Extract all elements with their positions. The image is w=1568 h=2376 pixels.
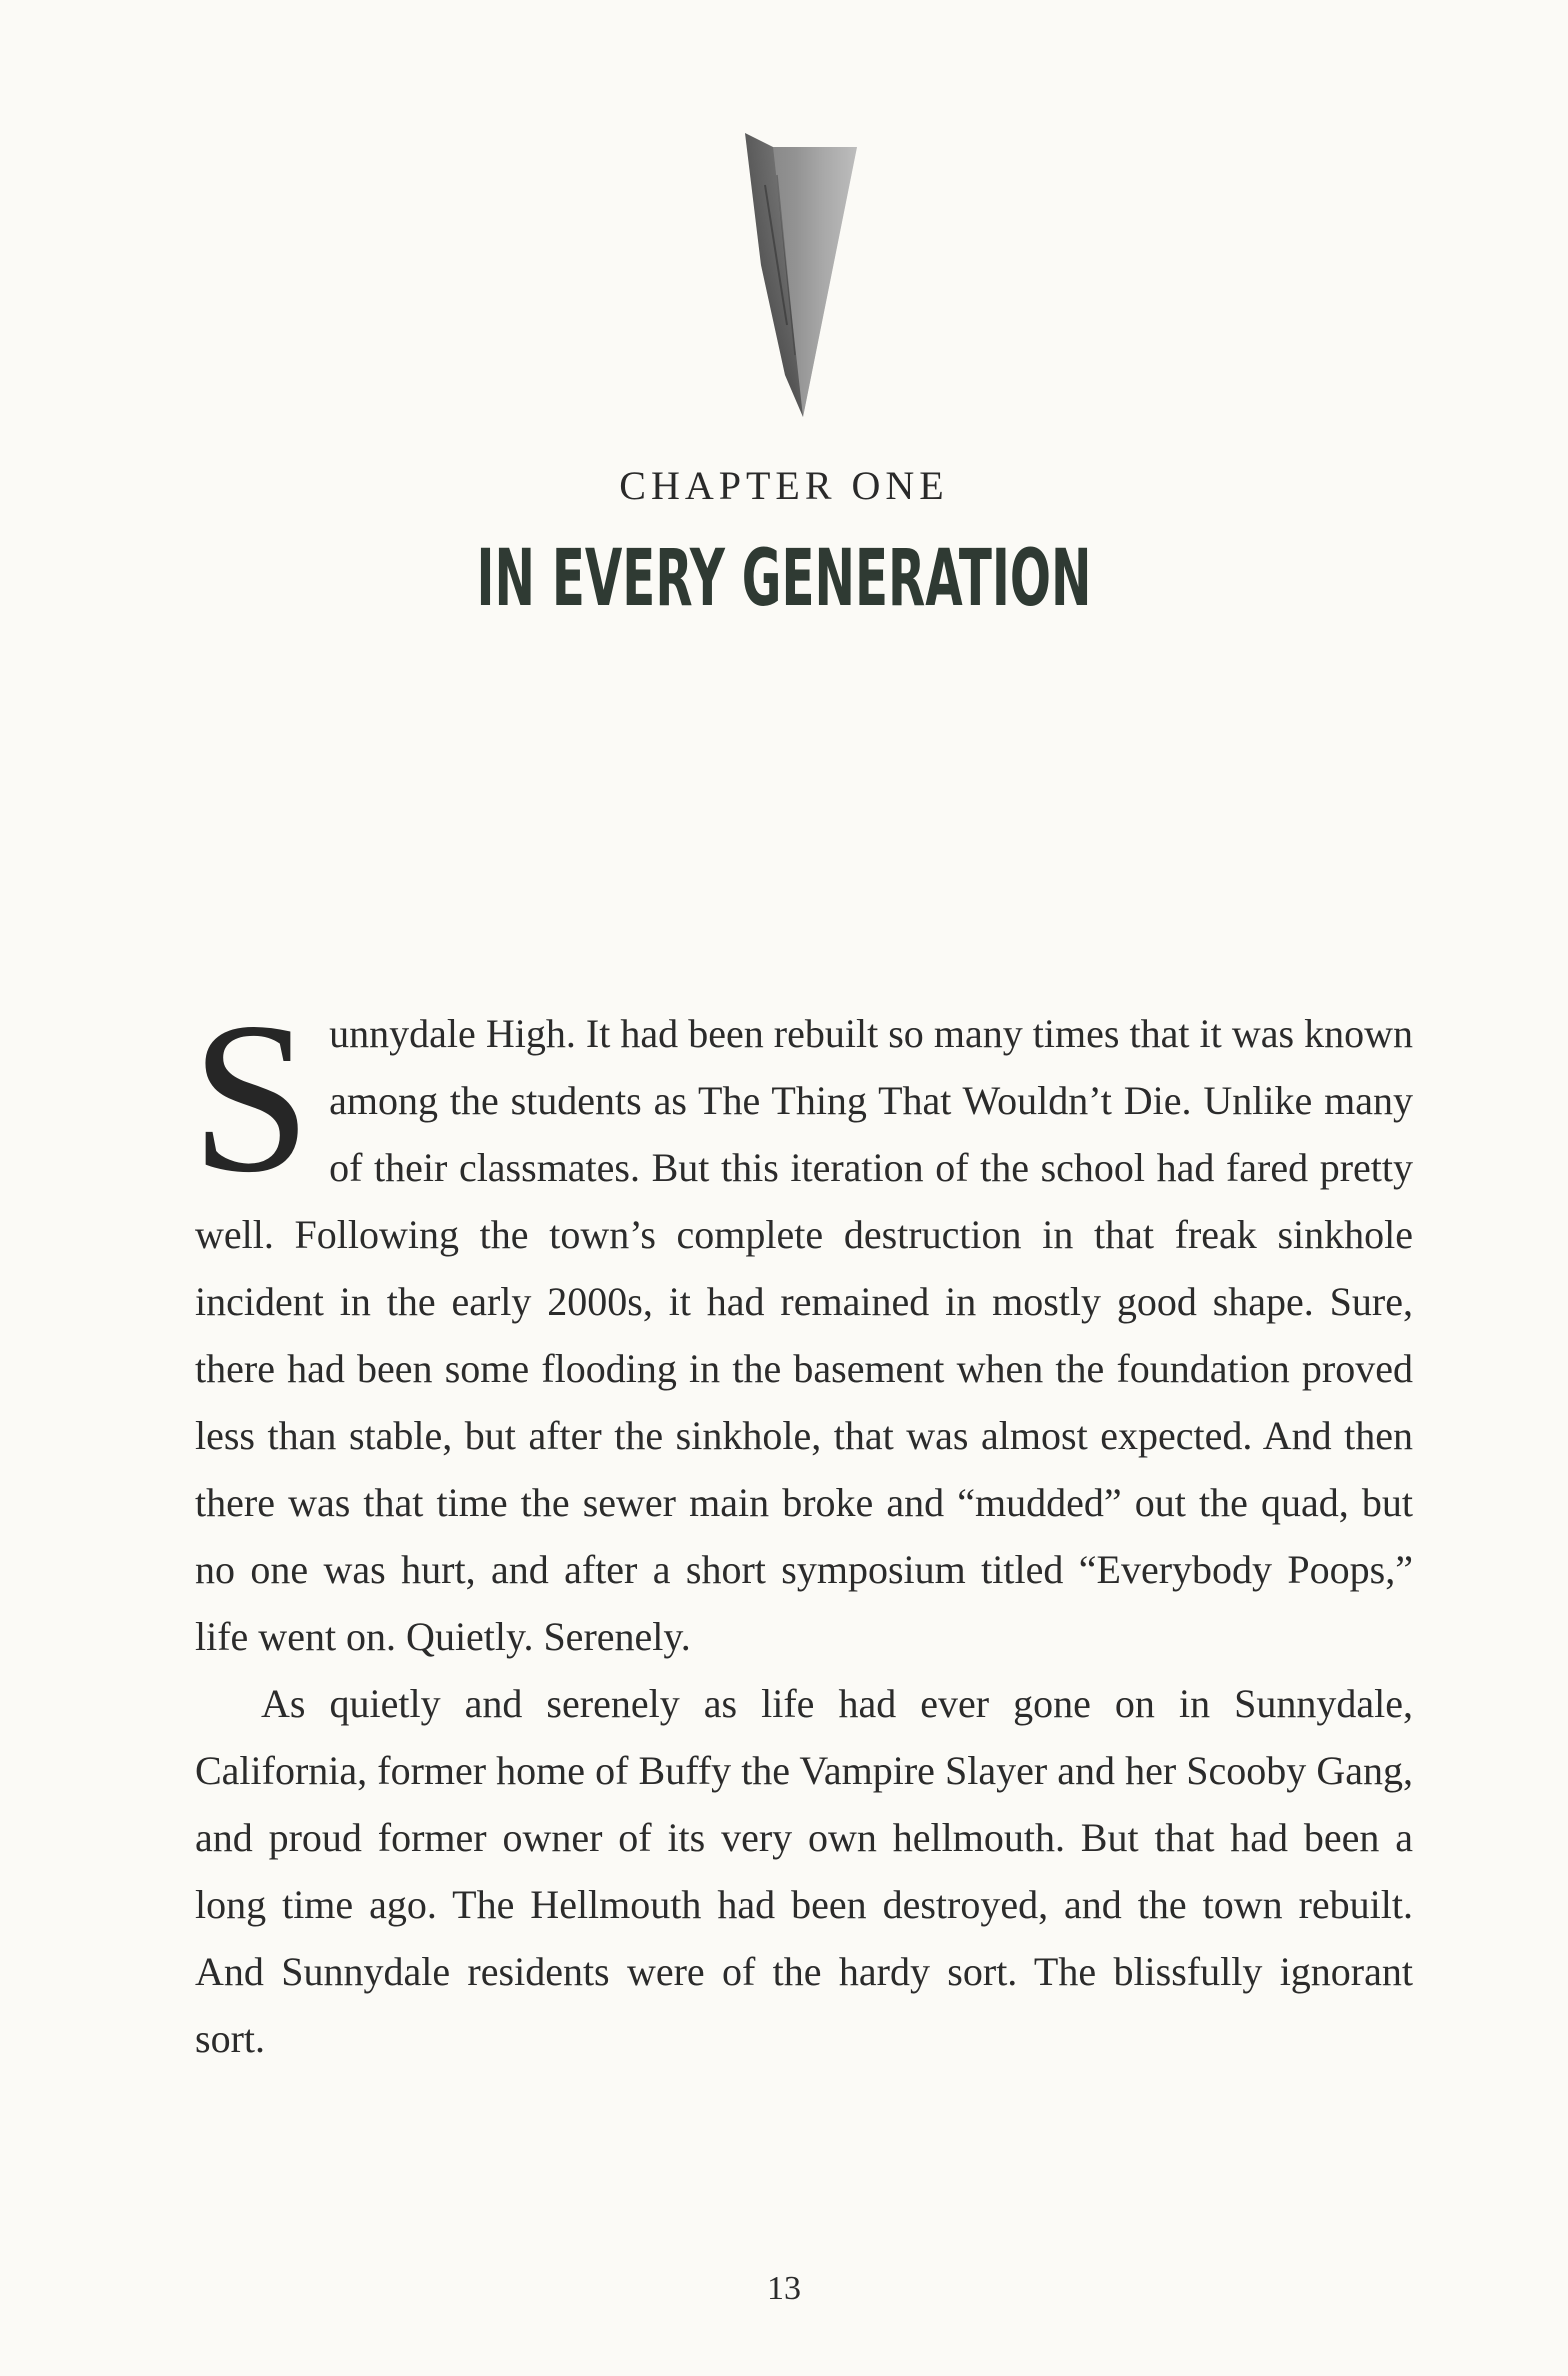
chapter-body xyxy=(191,978,1413,2072)
stake-icon xyxy=(725,125,885,425)
paragraph-1 xyxy=(191,978,1413,1670)
paragraph-2: As quietly and serenely as life had ever gone on in Sunnydale, California, former home of Buffy the Vampire Slayer and her Scooby Gang, and proud former owner of its very own hellmouth. But that had been a long time ago. The Hellmouth had been destroyed, and the town rebuilt. And Sunnydale residents were of the hardy sort. The blissfully ignorant sort. xyxy=(195,1681,1413,2061)
page-number: 13 xyxy=(767,2270,801,2307)
chapter-label: CHAPTER ONE xyxy=(619,463,949,508)
drop-cap: S xyxy=(191,978,312,1217)
chapter-title: IN EVERY GENERATION xyxy=(476,534,1092,624)
paragraph-1-text: unnydale High. It had been rebuilt so many times that it was known among the students as The Thing That Wouldn’t Die. Unlike many of their classmates. But this iteration of the school had fared pretty well. Following the town’s complete destruction in that freak sinkhole incident in the early 2000s, it had remained in mostly good shape. Sure, there had been some flooding in the basement when the foundation proved less than stable, but after the sinkhole, that was almost expected. And then there was that time the sewer main broke and “mudded” out the quad, but no one was hurt, and after a short symposium titled “Everybody Poops,” life went on. Quietly. Serenely. xyxy=(195,1011,1413,1659)
